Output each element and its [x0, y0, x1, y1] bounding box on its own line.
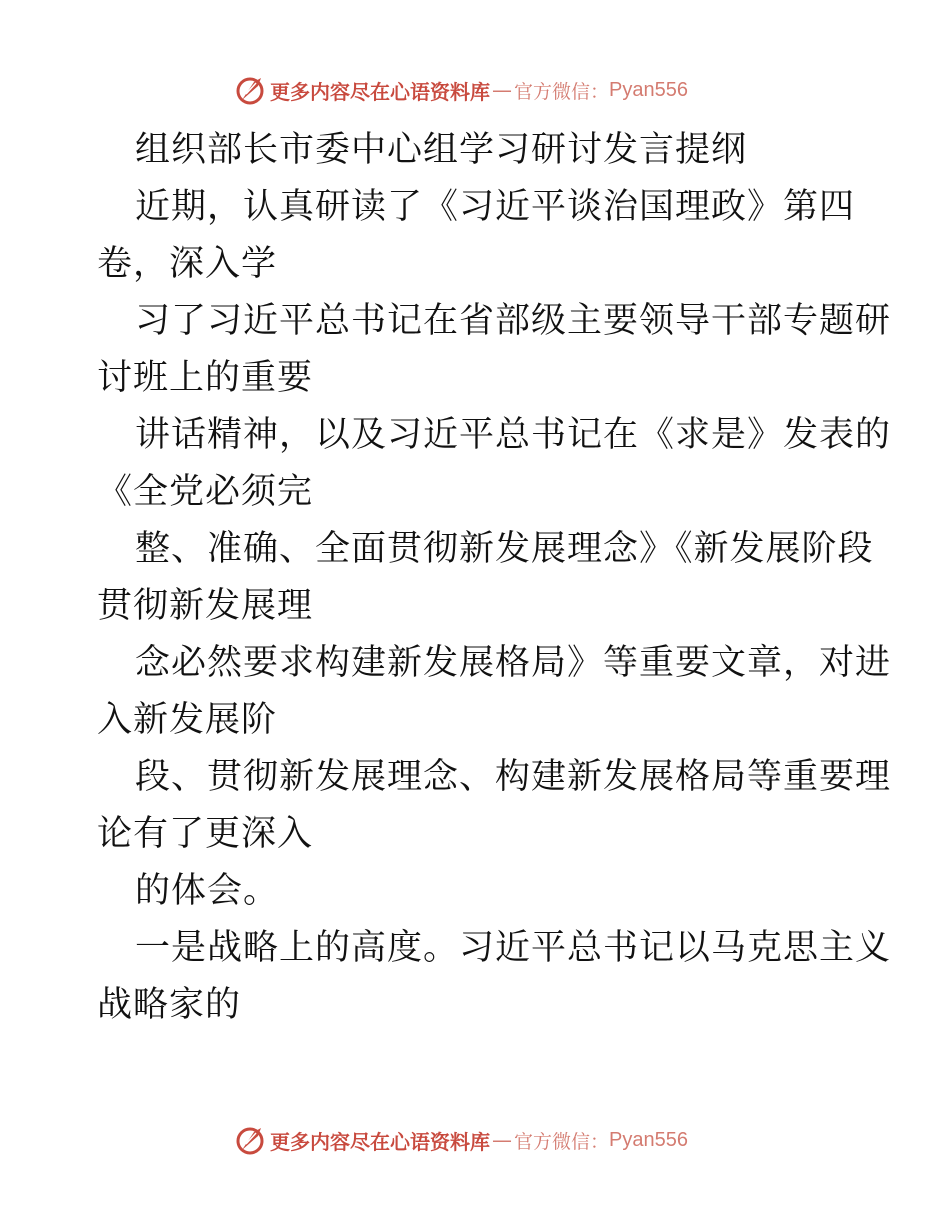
text-line: 整、准确、全面贯彻新发展理念》《新发展阶段 — [135, 529, 874, 569]
text-line: 论有了更深入 — [97, 814, 314, 854]
text-line: 的体会。 — [135, 871, 280, 911]
banner-separator: — — [492, 1128, 512, 1152]
text-line: 入新发展阶 — [97, 700, 278, 740]
quill-logo-icon — [234, 1124, 266, 1156]
text-line: 讲话精神，以及习近平总书记在《求是》发表的 — [135, 415, 892, 455]
banner-wechat-id: Pyan556 — [609, 1128, 688, 1151]
text-line: 卷，深入学 — [97, 244, 278, 284]
quill-logo-icon — [234, 74, 266, 106]
text-line: 一是战略上的高度。习近平总书记以马克思主义 — [135, 928, 892, 968]
document-title: 组织部长市委中心组学习研讨发言提纲 — [135, 130, 748, 170]
document-body — [97, 122, 892, 1034]
header-banner — [234, 72, 688, 108]
text-line: 《全党必须完 — [97, 472, 314, 512]
text-line: 贯彻新发展理 — [97, 586, 314, 626]
text-line: 近期，认真研读了《习近平谈治国理政》第四 — [135, 187, 856, 227]
banner-wechat-label: 官方微信： — [514, 80, 610, 103]
text-line: 习了习近平总书记在省部级主要领导干部专题研 — [135, 301, 892, 341]
banner-main-text: 更多内容尽在心语资料库 — [270, 1129, 490, 1154]
footer-banner — [234, 1122, 688, 1158]
text-line: 念必然要求构建新发展格局》等重要文章，对进 — [135, 643, 892, 683]
banner-separator: — — [492, 78, 512, 102]
banner-wechat-id: Pyan556 — [609, 78, 688, 101]
text-line: 讨班上的重要 — [97, 358, 314, 398]
text-line: 战略家的 — [97, 985, 242, 1025]
banner-main-text: 更多内容尽在心语资料库 — [270, 79, 490, 104]
banner-wechat-label: 官方微信： — [514, 1130, 610, 1153]
text-line: 段、贯彻新发展理念、构建新发展格局等重要理 — [135, 757, 892, 797]
